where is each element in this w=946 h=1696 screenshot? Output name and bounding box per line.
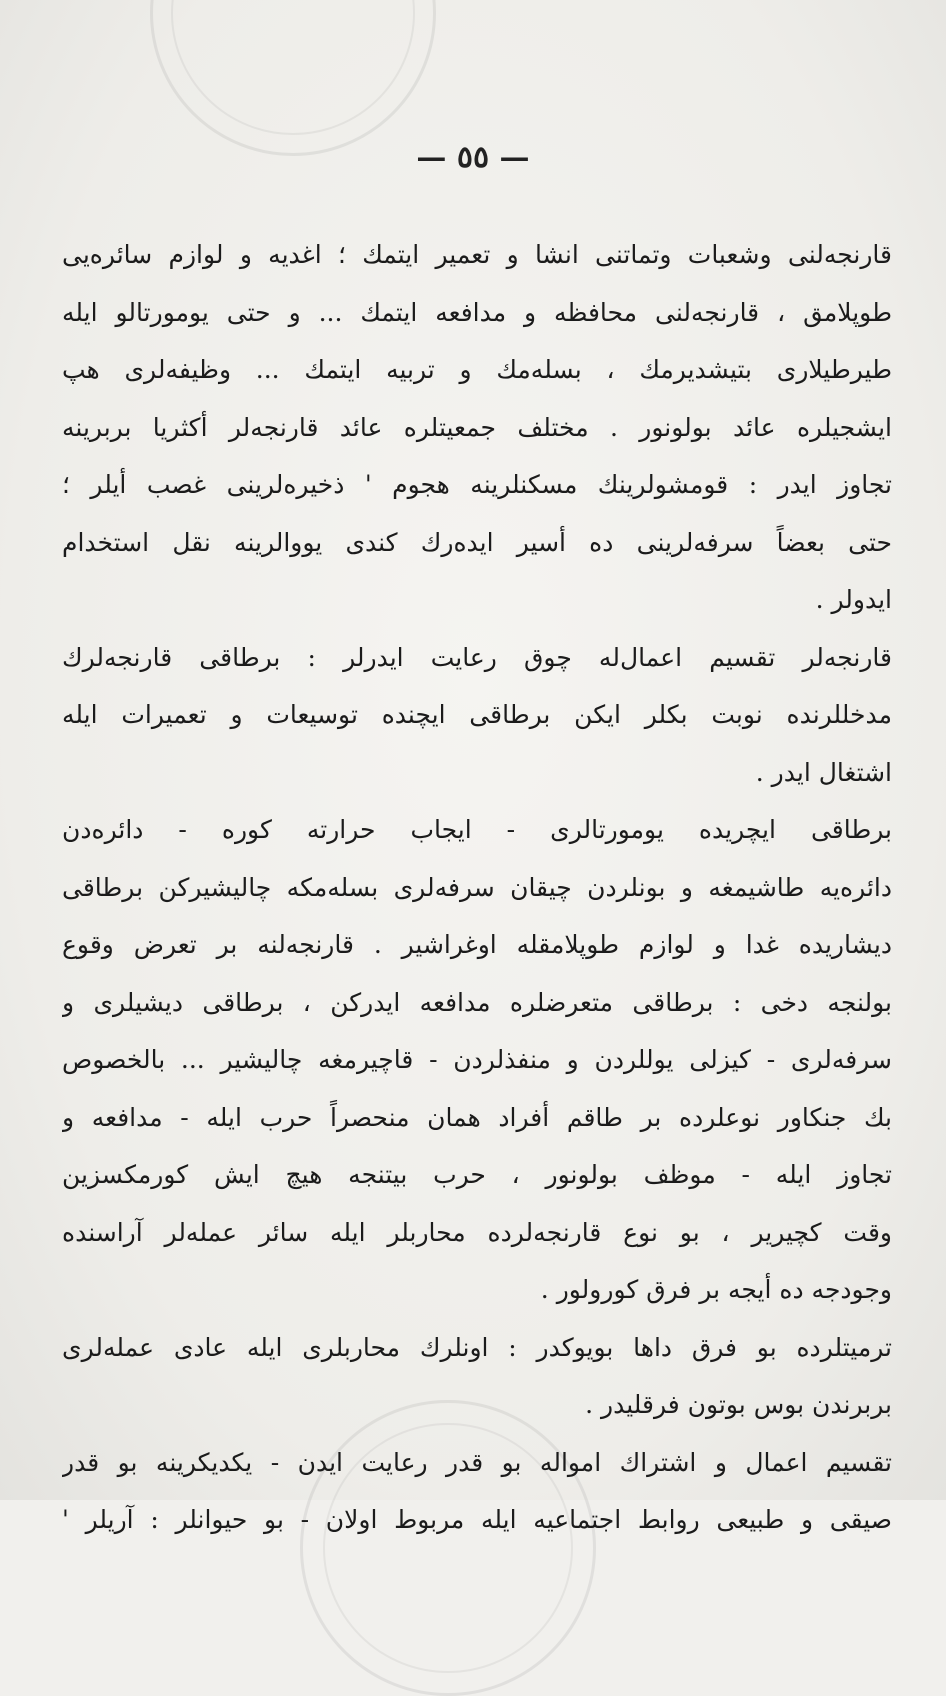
text-line: ترمیتلرده بو فرق داها بویوکدر : اونلرك محاربلری ایله عادی عمله‌لری bbox=[62, 1332, 892, 1362]
library-stamp-top bbox=[150, 0, 436, 156]
text-line: طیرطیلاری بتیشدیرمك ، بسله‌مك و تربیه ایتمك ... وظیفه‌لری هپ bbox=[62, 355, 892, 384]
text-line: وجودجه ده أیجه بر فرق کورولور . bbox=[540, 1275, 892, 1304]
text-line: ایشجیلره عائد بولونور . مختلف جمعیتلره عائد قارنجه‌لر أکثریا بربرینه bbox=[62, 412, 892, 442]
text-line: قارنجه‌لر تقسیم اعمال‌له چوق رعایت ایدرلر : برطاقی قارنجه‌لرك bbox=[62, 642, 892, 672]
text-line: تقسیم اعمال و اشتراك امواله بو قدر رعایت ایدن - یکدیکرینه بو قدر bbox=[62, 1447, 892, 1477]
text-line: سرفه‌لری - کیزلی یوللردن و منفذلردن - قاچیرمغه چالیشیر ... بالخصوص bbox=[62, 1045, 892, 1074]
text-line: صیقی و طبیعی روابط اجتماعیه ایله مربوط اولان - بو حیوانلر : آریلر ' bbox=[62, 1505, 892, 1534]
text-line: طوپلامق ، قارنجه‌لنی محافظه و مدافعه ایتمك ... و حتی یومورتالو ایله bbox=[62, 297, 892, 327]
text-line: اشتغال ایدر . bbox=[755, 757, 892, 787]
text-line: بربرندن بوس بوتون فرقلیدر . bbox=[585, 1390, 892, 1419]
text-line: دیشاریده غدا و لوازم طوپلامقله اوغراشیر . قارنجه‌لنه بر تعرض وقوع bbox=[62, 930, 892, 959]
text-line: بولنجه دخی : برطاقی متعرضلره مدافعه ایدرکن ، برطاقی دیشیلری و bbox=[62, 987, 892, 1017]
page-number: — ٥٥ — bbox=[416, 140, 530, 175]
text-line: وقت کچیریر ، بو نوع قارنجه‌لرده محاربلر ایله سائر عمله‌لر آراسنده bbox=[62, 1217, 892, 1247]
text-line: تجاوز ایله - موظف بولونور ، حرب بیتنجه هیچ ایش کورمکسزین bbox=[62, 1160, 892, 1189]
text-line: حتی بعضاً سرفه‌لرینی ده أسیر ایده‌رك کندی یووالرینه نقل استخدام bbox=[62, 527, 892, 557]
body-text bbox=[62, 226, 892, 1549]
text-line: تجاوز ایدر : قومشولرینك مسکنلرینه هجوم ' ذخیره‌لرینی غصب أیلر ؛ bbox=[62, 470, 892, 499]
text-line: ایدولر . bbox=[815, 585, 892, 614]
text-line: برطاقی ایچریده یومورتالری - ایجاب حرارته کوره - دائره‌دن bbox=[62, 815, 892, 844]
text-line: بك جنکاور نوعلرده بر طاقم أفراد همان منحصراً حرب ایله - مدافعه و bbox=[62, 1102, 892, 1132]
text-line: مدخللرنده نوبت بکلر ایکن برطاقی ایچنده توسیعات و تعمیرات ایله bbox=[62, 700, 892, 729]
text-line: دائره‌یه طاشیمغه و بونلردن چیقان سرفه‌لری بسله‌مکه چالیشیرکن برطاقی bbox=[62, 872, 892, 902]
text-line: قارنجه‌لنی وشعبات وتماتنی انشا و تعمیر ایتمك ؛ اغدیه و لوازم سائره‌یی bbox=[62, 240, 892, 269]
